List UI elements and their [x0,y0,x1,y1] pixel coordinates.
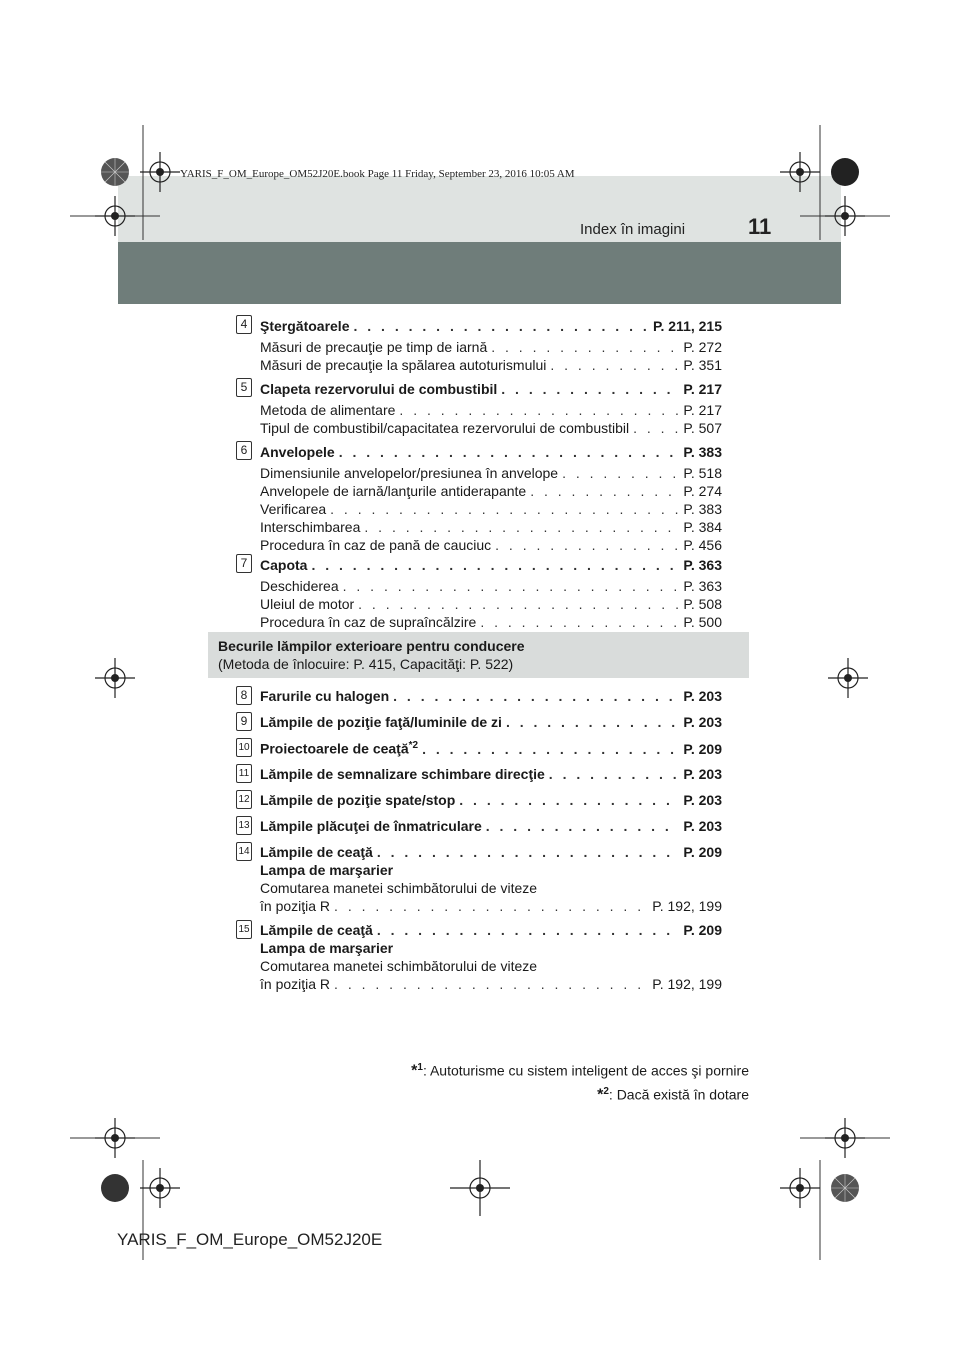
sub-label: Tipul de combustibil/capacitatea rezervorului de combustibil [260,420,630,436]
page-title: Index în imagini [580,221,686,238]
entry-page: P. 203 [683,766,722,782]
sub-label: în poziţia R [260,976,331,992]
sub-page: P. 518 [683,465,722,481]
entry-label: Farurile cu halogen [260,688,390,704]
sub-page: P. 272 [683,339,722,355]
callout-number: 10 [236,738,252,757]
sub-label: Procedura în caz de pană de cauciuc [260,537,492,553]
entry-page: P. 217 [683,381,722,397]
sub-page: P. 508 [683,596,722,612]
footnote-2: *$^2$: Dacă există în dotare [597,1085,749,1104]
callout-number: 9 [236,712,252,731]
entry-label: Proiectoarele de ceaţă [260,740,409,757]
sub-label: Metoda de alimentare [260,402,396,418]
entry-label: Lămpile de semnalizare schimbare direcţie [260,766,545,782]
entry-label: Lămpile de ceaţă [260,844,373,860]
sub-page: P. 507 [683,420,722,436]
entry-extra-line: Comutarea manetei schimbătorului de viteze [260,880,538,896]
sub-page: P. 274 [683,483,722,499]
sub-label: Măsuri de precauţie pe timp de iarnă [260,339,488,355]
sub-label: în poziţia R [260,898,331,914]
sub-page: P. 500 [683,614,722,630]
entry-page: P. 203 [683,688,722,704]
callout-number: 12 [236,790,252,809]
entry-label: Ştergătoarele [260,318,350,334]
sub-label: Procedura în caz de supraîncălzire [260,614,477,630]
entry-label: Lămpile de ceaţă [260,922,373,938]
entry-label: Capota [260,557,308,573]
entry-page: P. 383 [683,444,722,460]
entry-label: Lămpile plăcuţei de înmatriculare [260,818,482,834]
entry-label: Lămpile de poziţie spate/stop [260,792,456,808]
entry-page: P. 203 [683,714,722,730]
book-info-line: YARIS_F_OM_Europe_OM52J20E.book Page 11 Friday, September 23, 2016 10:05 AM [180,168,575,180]
callout-number: 13 [236,816,252,835]
sub-label: Dimensiunile anvelopelor/presiunea în anvelope [260,465,559,481]
entry-page: P. 203 [683,792,722,808]
sub-label: Măsuri de precauţie la spălarea autoturismului [260,357,547,373]
entry-label: Anvelopele [260,444,335,460]
footnote-ref: *2 [408,740,419,751]
sub-label: Anvelopele de iarnă/lanţurile antiderapante [260,483,527,499]
register-mark-icon [95,152,868,1216]
callout-number: 15 [236,920,252,939]
entry-extra-line: Comutarea manetei schimbătorului de viteze [260,958,538,974]
entry-page: P. 363 [683,557,722,573]
entry-extra-label: Lampa de marşarier [260,862,394,878]
footer-code: YARIS_F_OM_Europe_OM52J20E [117,1230,383,1249]
callout-number: 11 [236,764,252,783]
entry-extra-label: Lampa de marşarier [260,940,394,956]
callout-number: 8 [236,686,252,705]
entry-page: P. 211, 215 [652,318,722,334]
entry-page: P. 209 [683,740,722,757]
callout-number: 6 [236,441,252,460]
sub-label: Verificarea [260,501,327,517]
sub-page: P. 192, 199 [652,976,722,992]
callout-number: 7 [236,554,252,573]
sub-page: P. 384 [683,519,722,535]
callout-number: 4 [236,315,252,334]
entry-page: P. 203 [683,818,722,834]
sub-label: Deschiderea [260,578,339,594]
sub-page: P. 217 [683,402,722,418]
footnote-1: *$^1$: Autoturisme cu sistem inteligent de acces şi pornire [411,1062,749,1080]
sub-page: P. 383 [683,501,722,517]
sub-page: P. 363 [683,578,722,594]
section-title: Becurile lămpilor exterioare pentru conducere [218,638,525,654]
sub-page: P. 456 [683,537,722,553]
sub-label: Uleiul de motor [260,596,355,612]
sub-page: P. 351 [683,357,722,373]
page-number: 11 [748,214,772,239]
sub-label: Interschimbarea [260,519,361,535]
entry-page: P. 209 [683,922,722,938]
callout-number: 5 [236,378,252,397]
callout-number: 14 [236,842,252,861]
sub-page: P. 192, 199 [652,898,722,914]
starburst-mark-icon [101,158,859,1202]
section-subtitle: (Metoda de înlocuire: P. 415, Capacităţi: P. 522) [218,656,514,672]
entry-label: Lămpile de poziţie faţă/luminile de zi [260,714,502,730]
entry-page: P. 209 [683,844,722,860]
entry-label: Clapeta rezervorului de combustibil [260,381,498,397]
